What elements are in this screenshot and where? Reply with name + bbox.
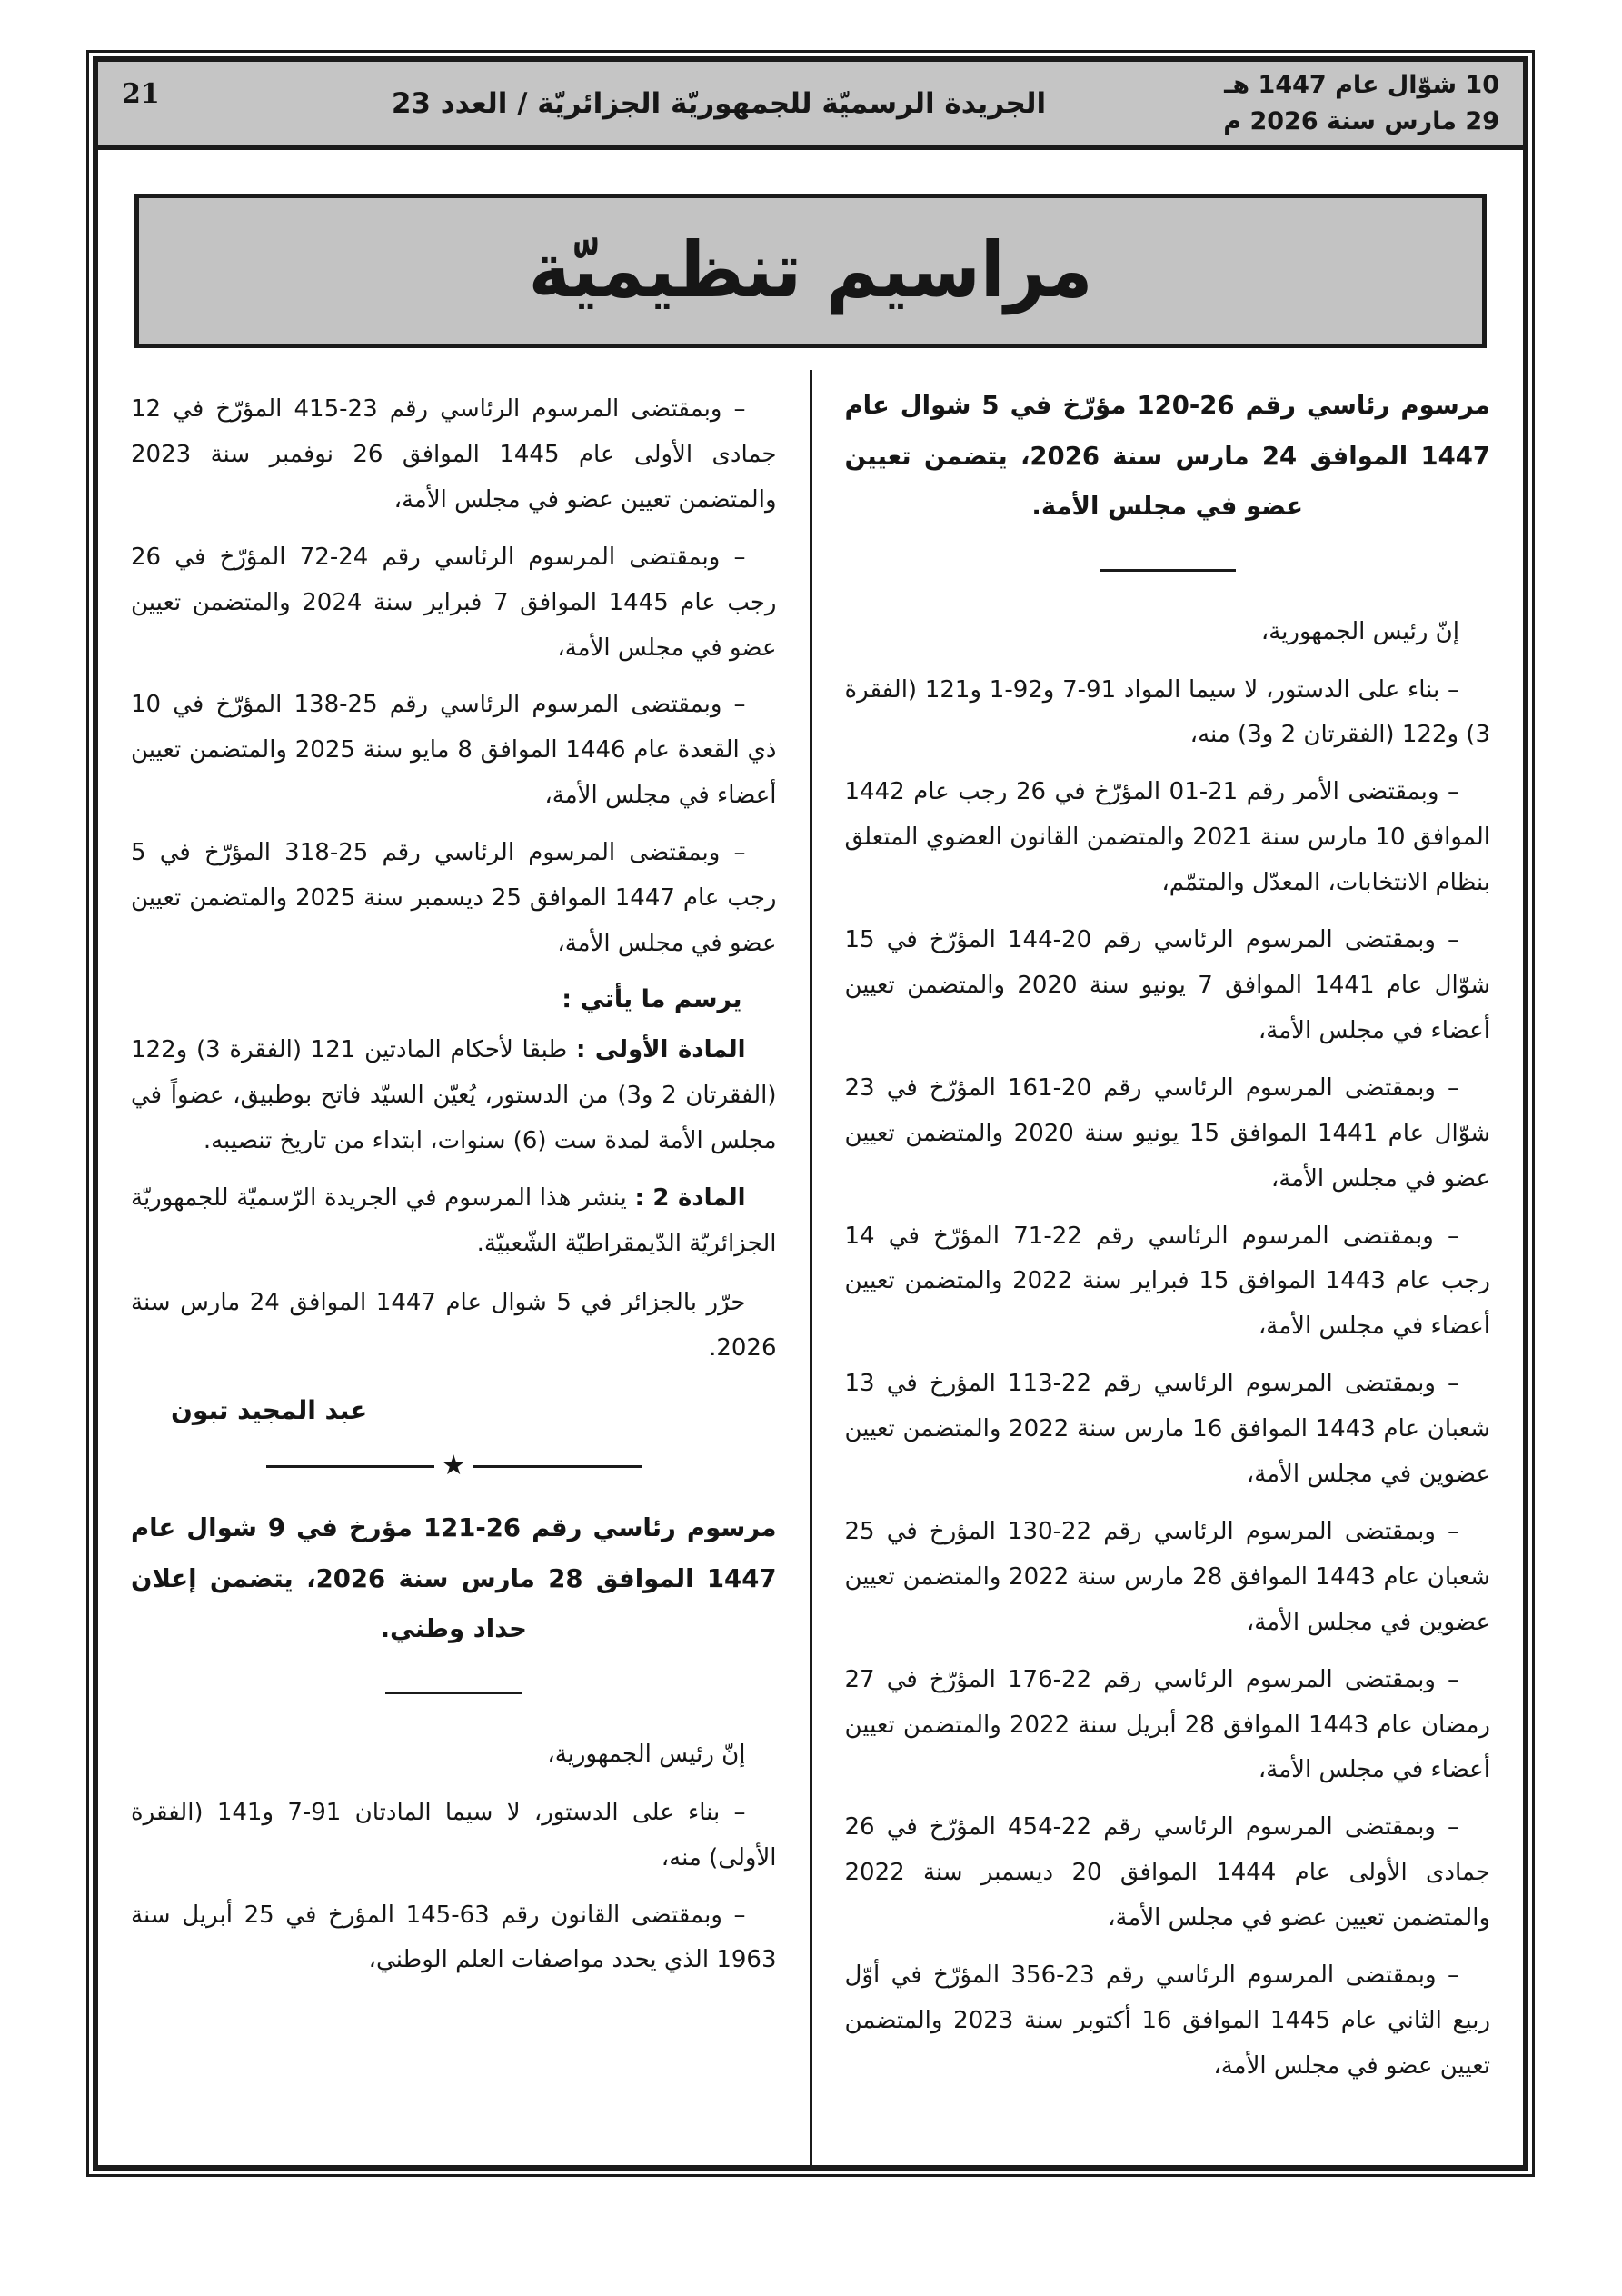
decree1-intro: إنّ رئيس الجمهورية، [1260,617,1459,645]
article-2 [131,1176,777,1267]
section-title: مراسيم تنظيميّة [528,226,1093,315]
star-separator [131,1452,777,1480]
section-title-box [134,194,1487,348]
heading-separator [385,1692,522,1694]
visa-paragraph: – وبمقتضى الأمر رقم 21-01 المؤرّخ في 26 رجب عام 1442 الموافق 10 مارس سنة 2021 والمتضمن القانون العضوي المتعلق بنظام الانتخابات، المعدّل والمتمّم، [844,778,1490,897]
heading-separator [1100,569,1236,572]
header-dates [1223,67,1499,141]
visa-paragraph: – وبمقتضى المرسوم الرئاسي رقم 25-318 المؤرّخ في 5 رجب عام 1447 الموافق 25 ديسمبر سنة 2025 والمتضمن تعيين عضو في مجلس الأمة، [131,839,777,957]
article-1-text: طبقا لأحكام المادتين 121 (الفقرة 3) و122 (الفقرتان 2 و3) من الدستور، يُعيّن السيّد فاتح بوطبيق، عضواً في مجلس الأمة لمدة ست (6) سنوات، ابتداء من تاريخ تنصيبه. [131,1035,777,1154]
visa-paragraph: – وبمقتضى المرسوم الرئاسي رقم 22-113 المؤرخ في 13 شعبان عام 1443 الموافق 16 مارس سنة 2022 والمتضمن تعيين عضوين في مجلس الأمة، [844,1370,1490,1489]
visa-paragraph: – وبمقتضى المرسوم الرئاسي رقم 20-161 المؤرّخ في 23 شوّال عام 1441 الموافق 15 يونيو سنة 2020 والمتضمن تعيين عضو في مجلس الأمة، [844,1073,1490,1193]
visa-paragraph: – وبمقتضى القانون رقم 63-145 المؤرخ في 25 أبريل سنة 1963 الذي يحدد مواصفات العلم الوطني، [131,1901,777,1974]
decree2-intro: إنّ رئيس الجمهورية، [547,1740,746,1768]
visa-paragraph: – وبمقتضى المرسوم الرئاسي رقم 22-130 المؤرخ في 25 شعبان عام 1443 الموافق 28 مارس سنة 2022 والمتضمن تعيين عضوين في مجلس الأمة، [844,1517,1490,1636]
decree1-heading: مرسوم رئاسي رقم 26-120 مؤرّخ في 5 شوال عام 1447 الموافق 24 مارس سنة 2026، يتضمن تعيين عضو في مجلس الأمة. [844,391,1490,522]
signature: عبد المجيد تبون [171,1395,368,1426]
visa-paragraph: – بناء على الدستور، لا سيما المواد 91-7 و92-1 و121 (الفقرة 3) و122 (الفقرتان 2 و3) منه، [844,675,1490,749]
column-right [812,370,1524,2165]
visa-paragraph: – وبمقتضى المرسوم الرئاسي رقم 25-138 المؤرّخ في 10 ذي القعدة عام 1446 الموافق 8 مايو سنة 2025 والمتضمن تعيين أعضاء في مجلس الأمة، [131,691,777,810]
visa-paragraph: – وبمقتضى المرسوم الرئاسي رقم 22-176 المؤرّخ في 27 رمضان عام 1443 الموافق 28 أبريل سنة 2022 والمتضمن تعيين أعضاء في مجلس الأمة، [844,1665,1490,1784]
article-1-label: المادة الأولى : [575,1035,746,1063]
column-divider [810,370,812,2165]
star-icon: ★ [441,1450,466,1482]
visa-paragraph: – وبمقتضى المرسوم الرئاسي رقم 23-415 المؤرّخ في 12 جمادى الأولى عام 1445 الموافق 26 نوفمبر سنة 2023 والمتضمن تعيين عضو في مجلس الأمة، [131,395,777,514]
date-hijri: 10 شوّال عام 1447 هـ [1224,70,1499,99]
date-gregorian: 29 مارس سنة 2026 م [1223,107,1499,135]
visa-paragraph: – وبمقتضى المرسوم الرئاسي رقم 24-72 المؤرّخ في 26 رجب عام 1445 الموافق 7 فبراير سنة 2024 والمتضمن تعيين عضو في مجلس الأمة، [131,543,777,662]
visa-paragraph: – وبمقتضى المرسوم الرئاسي رقم 22-454 المؤرّخ في 26 جمادى الأولى عام 1444 الموافق 20 ديسمبر سنة 2022 والمتضمن تعيين عضو في مجلس الأمة، [844,1813,1490,1932]
page-number: 21 [122,78,160,110]
page-columns [98,370,1523,2165]
page-header [98,62,1523,150]
visa-paragraph: – وبمقتضى المرسوم الرئاسي رقم 22-71 المؤرّخ في 14 رجب عام 1443 الموافق 15 فبراير سنة 2022 والمتضمن تعيين أعضاء في مجلس الأمة، [844,1222,1490,1341]
done-at-line: حرّر بالجزائر في 5 شوال عام 1447 الموافق 24 مارس سنة 2026. [131,1289,777,1363]
visa-paragraph: – وبمقتضى المرسوم الرئاسي رقم 20-144 المؤرّخ في 15 شوّال عام 1441 الموافق 7 يونيو سنة 2020 والمتضمن تعيين أعضاء في مجلس الأمة، [844,926,1490,1044]
journal-title: الجريدة الرسميّة للجمهوريّة الجزائريّة / العدد 23 [391,87,1047,120]
article-1 [131,1028,777,1164]
enacting-formula: يرسم ما يأتي : [562,984,742,1013]
article-2-label: المادة 2 : [634,1183,746,1212]
column-left [98,370,810,2165]
visa-paragraph: – بناء على الدستور، لا سيما المادتان 91-7 و141 (الفقرة الأولى) منه، [131,1798,777,1872]
visa-paragraph: – وبمقتضى المرسوم الرئاسي رقم 23-356 المؤرّخ في أوّل ربيع الثاني عام 1445 الموافق 16 أكتوبر سنة 2023 والمتضمن تعيين عضو في مجلس الأمة، [844,1962,1491,2080]
decree2-heading: مرسوم رئاسي رقم 26-121 مؤرخ في 9 شوال عام 1447 الموافق 28 مارس سنة 2026، يتضمن إعلان حداد وطني. [131,1513,777,1644]
page-frame [93,56,1528,2171]
article-2-text: ينشر هذا المرسوم في الجريدة الرّسميّة للجمهوريّة الجزائريّة الدّيمقراطيّة الشّعبيّة. [131,1183,777,1257]
